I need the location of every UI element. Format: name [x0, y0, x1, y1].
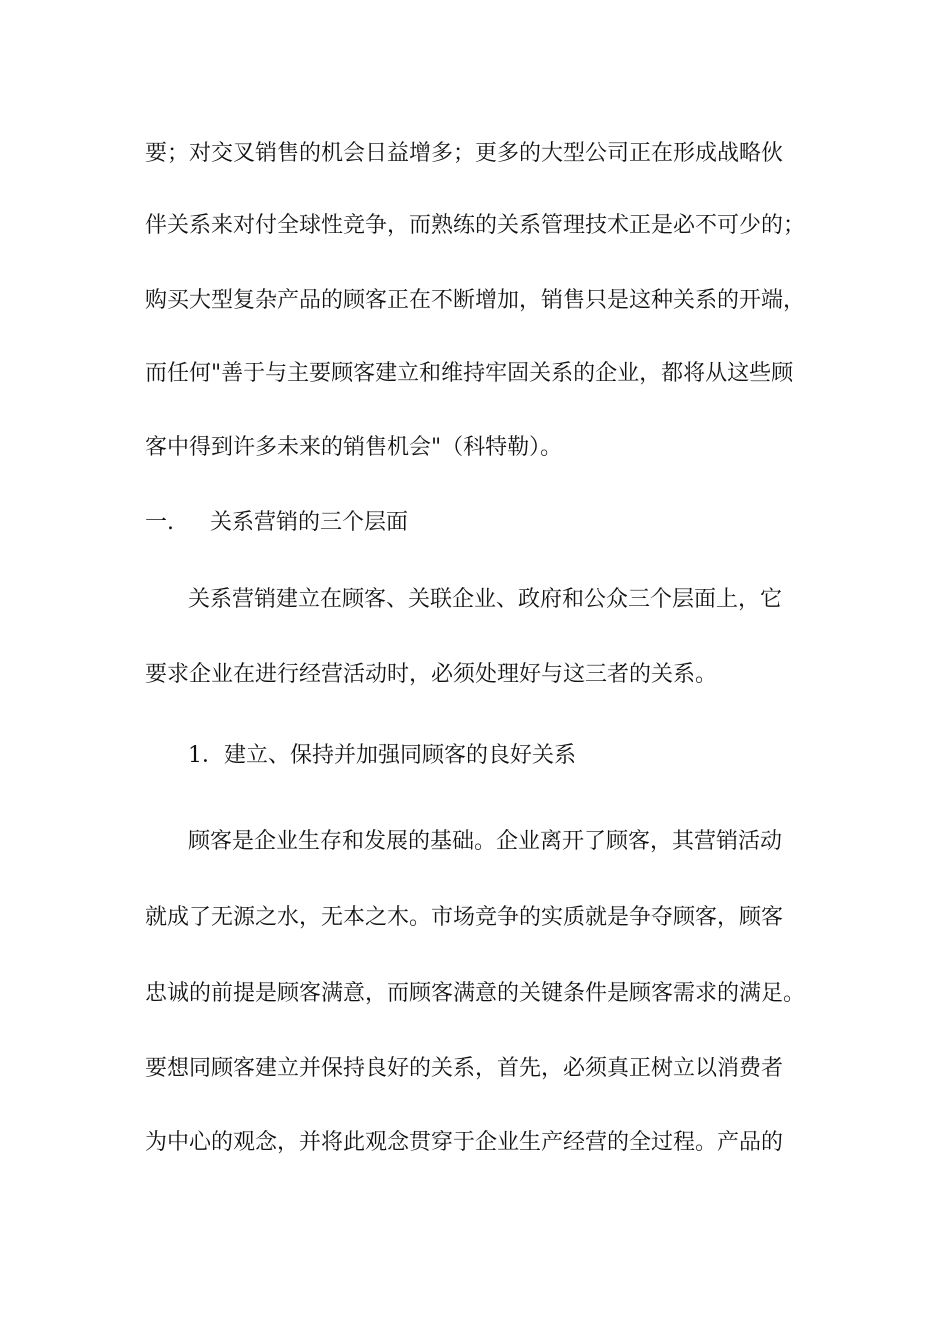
paragraph-line: 为中心的观念，并将此观念贯穿于企业生产经营的全过程。产品的 [145, 1130, 784, 1155]
paragraph-line: 购买大型复杂产品的顾客正在不断增加，销售只是这种关系的开端， [145, 288, 806, 313]
section-number: 一. [145, 510, 174, 535]
subheading: 1．建立、保持并加强同顾客的良好关系 [188, 743, 576, 768]
paragraph-line: 要求企业在进行经营活动时，必须处理好与这三者的关系。 [145, 662, 718, 687]
paragraph-line: 要想同顾客建立并保持良好的关系，首先，必须真正树立以消费者 [145, 1056, 784, 1081]
paragraph-line: 忠诚的前提是顾客满意，而顾客满意的关键条件是顾客需求的满足。 [145, 981, 806, 1006]
paragraph-line: 伴关系来对付全球性竞争，而熟练的关系管理技术正是必不可少的； [145, 213, 806, 238]
section-title: 关系营销的三个层面 [210, 510, 409, 535]
paragraph-line: 关系营销建立在顾客、关联企业、政府和公众三个层面上，它 [188, 587, 783, 612]
paragraph-line: 就成了无源之水，无本之木。市场竞争的实质就是争夺顾客，顾客 [145, 905, 784, 930]
paragraph-line: 而任何"善于与主要顾客建立和维持牢固关系的企业，都将从这些顾 [145, 361, 794, 386]
paragraph-line: 客中得到许多未来的销售机会"（科特勒）。 [145, 435, 563, 460]
paragraph-line: 顾客是企业生存和发展的基础。企业离开了顾客，其营销活动 [188, 829, 783, 854]
paragraph-line: 要；对交叉销售的机会日益增多；更多的大型公司正在形成战略伙 [145, 141, 784, 166]
